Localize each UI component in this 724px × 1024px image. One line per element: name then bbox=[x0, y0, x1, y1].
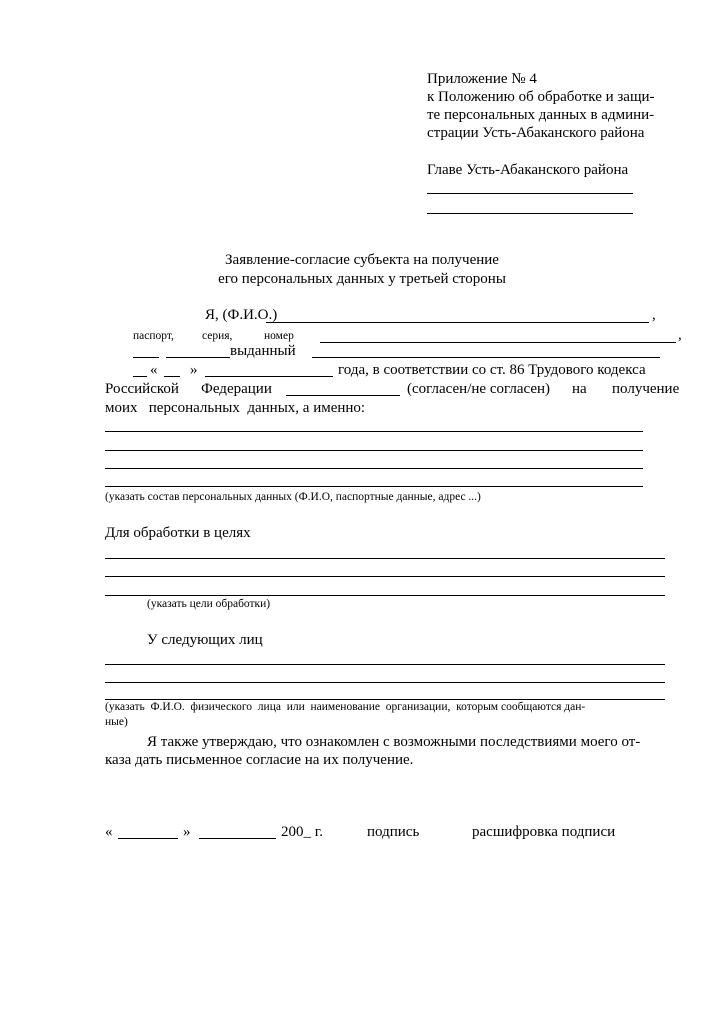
issue-quote-close: » bbox=[190, 362, 198, 378]
document-title-line-2: его персональных данных у третьей стороны bbox=[218, 271, 506, 287]
series-label: серия, bbox=[202, 330, 233, 342]
addressee-name-line-1[interactable] bbox=[427, 193, 633, 194]
purpose-label: Для обработки в целях bbox=[105, 525, 251, 541]
issue-quote-open: « bbox=[150, 362, 158, 378]
issue-prefix-line[interactable] bbox=[133, 376, 147, 377]
persons-hint-line-1: (указать Ф.И.О. физического лица или наименование организации, которым сообщаются дан- bbox=[105, 701, 586, 713]
rf-word-1: Российской bbox=[105, 381, 179, 397]
addressee-name-line-2[interactable] bbox=[427, 213, 633, 214]
appendix-number: Приложение № 4 bbox=[427, 71, 537, 87]
agree-text: (согласен/не согласен) bbox=[407, 381, 551, 397]
fio-label: Я, (Ф.И.О.) bbox=[205, 307, 278, 323]
signature-label: подпись bbox=[367, 824, 420, 840]
purpose-line-2[interactable] bbox=[105, 576, 665, 577]
series-input-line[interactable] bbox=[133, 357, 159, 358]
persons-line-1[interactable] bbox=[105, 664, 665, 665]
persons-line-2[interactable] bbox=[105, 682, 665, 683]
data-line-2[interactable] bbox=[105, 450, 643, 451]
footer-month-line[interactable] bbox=[199, 838, 276, 839]
receive-word: получение bbox=[612, 381, 680, 397]
fio-comma: , bbox=[652, 307, 656, 323]
rf-word-2: Федерации bbox=[201, 381, 272, 397]
issue-month-line[interactable] bbox=[205, 376, 333, 377]
footer-quote-close: » bbox=[183, 824, 191, 840]
passport-comma: , bbox=[678, 327, 682, 343]
issued-by-line[interactable] bbox=[312, 357, 660, 358]
data-line-4[interactable] bbox=[105, 486, 643, 487]
purpose-hint: (указать цели обработки) bbox=[147, 598, 271, 610]
regulation-line-2: те персональных данных в админи- bbox=[427, 107, 655, 123]
confirm-line-1: Я также утверждаю, что ознакомлен с возможными последствиями моего от- bbox=[147, 734, 641, 750]
persons-line-3[interactable] bbox=[105, 699, 665, 700]
purpose-line-3[interactable] bbox=[105, 595, 665, 596]
confirm-line-2: каза дать письменное согласие на их получение. bbox=[105, 752, 414, 768]
data-hint: (указать состав персональных данных (Ф.И.О, паспортные данные, адрес ...) bbox=[105, 491, 481, 503]
footer-year: 200_ г. bbox=[281, 824, 323, 840]
persons-hint-line-2: ные) bbox=[105, 716, 128, 728]
passport-number-line[interactable] bbox=[320, 342, 676, 343]
issue-day-line[interactable] bbox=[164, 376, 180, 377]
number-label: номер bbox=[264, 330, 294, 342]
footer-quote-open: « bbox=[105, 824, 113, 840]
regulation-line-1: к Положению об обработке и защи- bbox=[427, 89, 655, 105]
number-input-line[interactable] bbox=[166, 357, 230, 358]
document-title-line-1: Заявление-согласие субъекта на получение bbox=[225, 252, 499, 268]
footer-day-line[interactable] bbox=[118, 838, 178, 839]
passport-label: паспорт, bbox=[133, 330, 174, 342]
regulation-line-3: страции Усть-Абаканского района bbox=[427, 125, 645, 141]
on-word: на bbox=[572, 381, 587, 397]
year-article-text: года, в соответствии со ст. 86 Трудового кодекса bbox=[338, 362, 646, 378]
my-data-text: моих персональных данных, а именно: bbox=[105, 400, 366, 416]
fio-input-line[interactable] bbox=[266, 322, 649, 323]
data-line-3[interactable] bbox=[105, 468, 643, 469]
addressee: Главе Усть-Абаканского района bbox=[427, 162, 629, 178]
persons-label: У следующих лиц bbox=[147, 632, 263, 648]
issued-label: выданный bbox=[230, 343, 296, 359]
data-line-1[interactable] bbox=[105, 431, 643, 432]
agree-input-line[interactable] bbox=[286, 395, 400, 396]
purpose-line-1[interactable] bbox=[105, 558, 665, 559]
signature-decode-label: расшифровка подписи bbox=[472, 824, 616, 840]
